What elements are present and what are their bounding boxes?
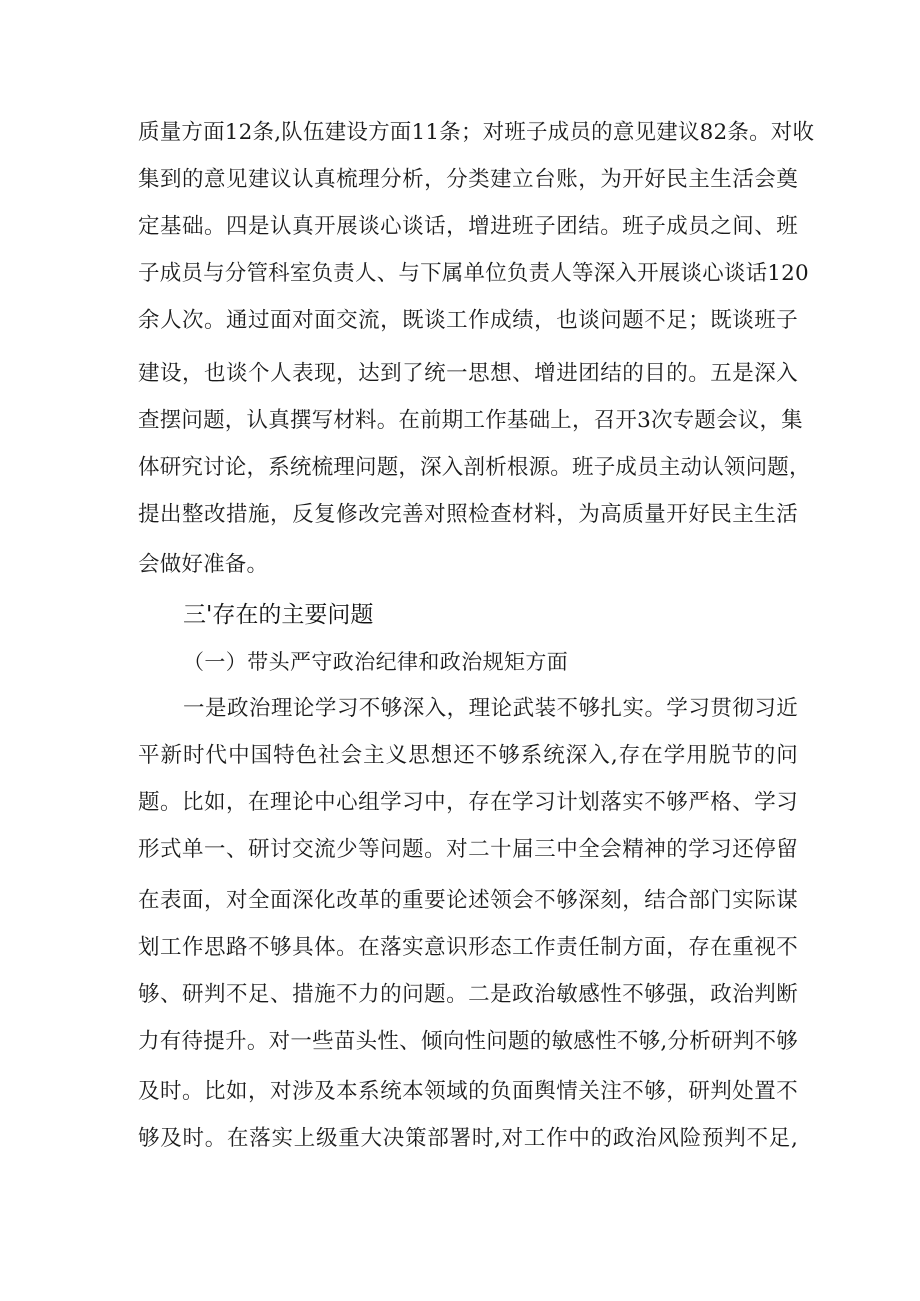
- subsection-heading: （一）带头严守政治纪律和政治规矩方面: [183, 650, 569, 674]
- paragraph-line: 力有待提升。对一些苗头性、倾向性问题的敏感性不够,分析研判不够: [138, 1029, 798, 1054]
- paragraph-line: 及时。比如，对涉及本系统本领域的负面舆情关注不够，研判处置不: [138, 1079, 798, 1104]
- paragraph-line: 平新时代中国特色社会主义思想还不够系统深入,存在学用脱节的问: [138, 743, 798, 768]
- paragraph-line: 集到的意见建议认真梳理分析，分类建立台账，为开好民主生活会奠: [138, 167, 798, 192]
- paragraph-line: 一是政治理论学习不够深入，理论武装不够扎实。学习贯彻习近: [183, 696, 798, 721]
- paragraph-line: 余人次。通过面对面交流，既谈工作成绩，也谈问题不足；既谈班子: [138, 308, 798, 333]
- paragraph-line: 够及时。在落实上级重大决策部署时,对工作中的政治风险预判不足,: [138, 1126, 798, 1151]
- paragraph-line: 够、研判不足、措施不力的问题。二是政治敏感性不够强，政治判断: [138, 982, 798, 1007]
- paragraph-line: 划工作思路不够具体。在落实意识形态工作责任制方面，存在重视不: [138, 935, 798, 960]
- paragraph-line: 在表面，对全面深化改革的重要论述领会不够深刻，结合部门实际谋: [138, 888, 798, 913]
- paragraph-line: 查摆问题，认真撰写材料。在前期工作基础上，召开3次专题会议，集: [138, 408, 803, 433]
- paragraph-line: 质量方面12条,队伍建设方面11条；对班子成员的意见建议82条。对收: [138, 120, 815, 145]
- paragraph-line: 建设，也谈个人表现，达到了统一思想、增进团结的目的。五是深入: [138, 361, 798, 386]
- paragraph-line: 会做好准备。: [138, 552, 269, 577]
- paragraph-line: 定基础。四是认真开展谈心谈话，增进班子团结。班子成员之间、班: [138, 214, 798, 239]
- paragraph-line: 子成员与分管科室负责人、与下属单位负责人等深入开展谈心谈话120: [138, 261, 809, 286]
- section-heading: 三'存在的主要问题: [183, 602, 374, 628]
- paragraph-line: 题。比如，在理论中心组学习中，存在学习计划落实不够严格、学习: [138, 790, 798, 815]
- paragraph-line: 体研究讨论，系统梳理问题，深入剖析根源。班子成员主动认领问题，: [138, 455, 811, 480]
- paragraph-line: 提出整改措施，反复修改完善对照检查材料，为高质量开好民主生活: [138, 502, 798, 527]
- paragraph-line: 形式单一、研讨交流少等问题。对二十届三中全会精神的学习还停留: [138, 837, 798, 862]
